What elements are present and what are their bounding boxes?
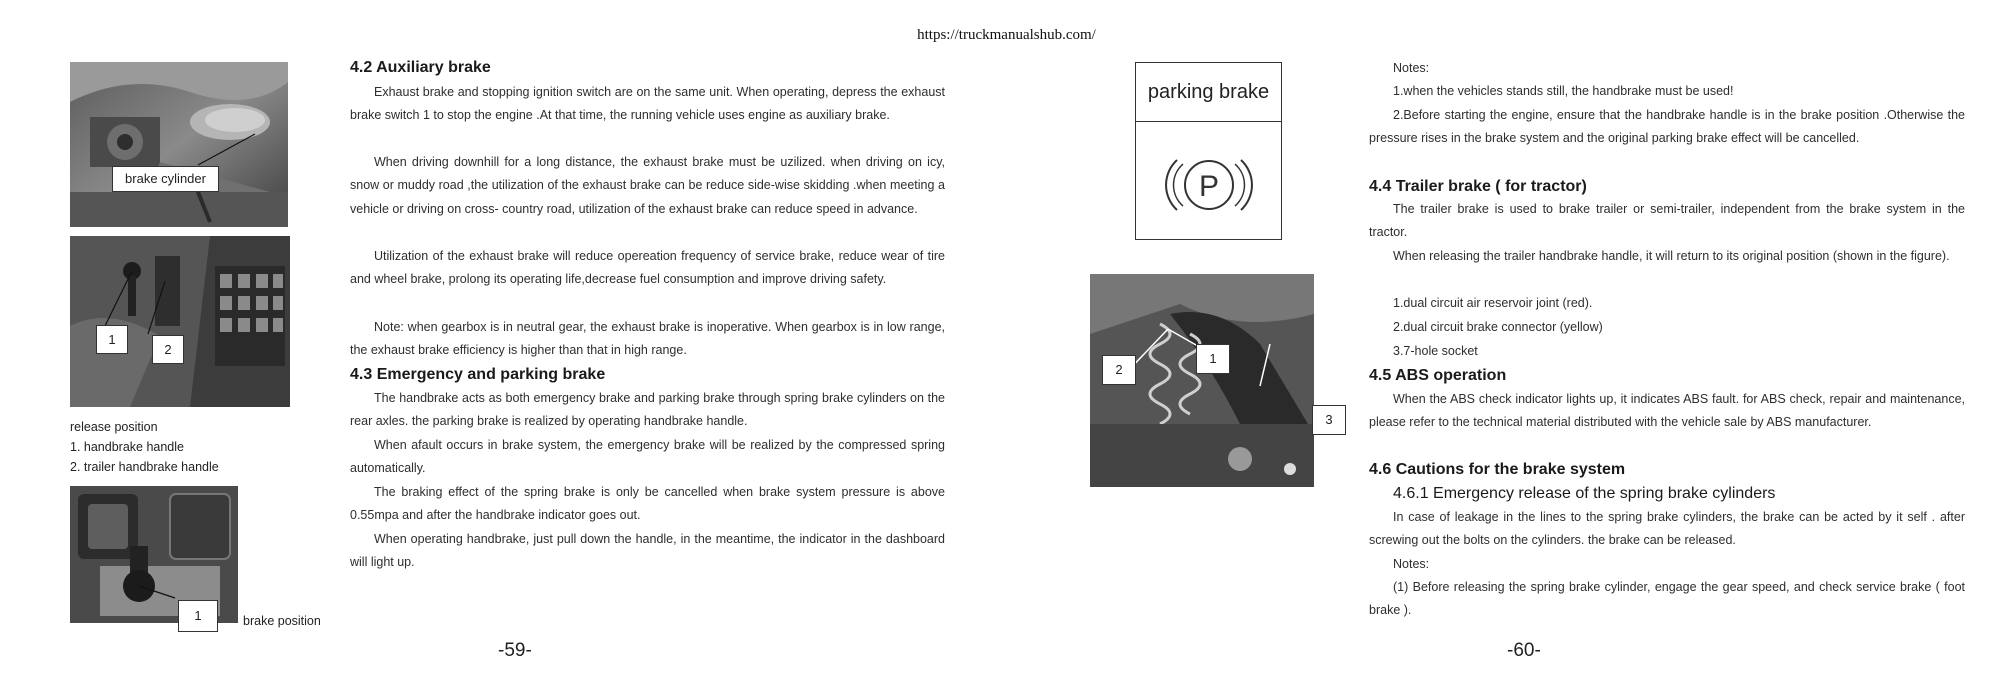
page-number-right: -60- [1507,640,1541,661]
section-4-3-title: 4.3 Emergency and parking brake [350,366,606,383]
note-item: 1.when the vehicles stands still, the handbrake must be used! [1393,84,1734,98]
section-4-2-paragraph: When driving downhill for a long distance, the exhaust brake must be uzilized. when driving on icy, snow or muddy road ,the utilization of the exhaust brake can be reduce side-wise skidding .when meeting a vehicle or driving on cross- country road, utilization of the exhaust brake can reduce speed in advance. [350,155,945,216]
brake-cylinder-label: brake cylinder [112,166,219,192]
trailer-list-item: 1.dual circuit air reservoir joint (red). [1393,296,1593,310]
figure-caption-line-3: 2. trailer handbrake handle [70,460,219,474]
section-4-6-notes-title: Notes: [1393,557,1430,571]
section-4-5-title: 4.5 ABS operation [1369,367,1507,384]
section-4-4-paragraph: When releasing the trailer handbrake handle, it will return to its original position (shown in the figure). [1393,249,1950,263]
callout-2-brake-connector: 2 [1102,355,1136,385]
parking-brake-box [1135,62,1282,240]
brake-cylinder-photo [70,62,288,227]
note-item: 2.Before starting the engine, ensure that the handbrake handle is in the brake position .Otherwise the pressure rises in the brake system and the original parking brake effect will be cancelled. [1369,108,1965,146]
handbrake-handles-photo [70,236,290,407]
section-4-4-paragraph: The trailer brake is used to brake trailer or semi-trailer, independent from the brake system in the tractor. [1369,202,1965,240]
callout-3-7-hole-socket: 3 [1312,405,1346,435]
section-4-3-paragraph: When operating handbrake, just pull down the handle, in the meantime, the indicator in the dashboard will light up. [350,532,945,570]
trailer-list-item: 3.7-hole socket [1393,344,1478,358]
section-4-3-paragraph: The braking effect of the spring brake is only be cancelled when brake system pressure is above 0.55mpa and after the handbrake indicator goes out. [350,485,945,523]
figure-caption-line-2: 1. handbrake handle [70,440,184,454]
section-4-6-title: 4.6 Cautions for the brake system [1369,461,1626,478]
section-4-2-title: 4.2 Auxiliary brake [350,59,491,76]
svg-text:P: P [1198,170,1219,203]
section-4-5-paragraph: When the ABS check indicator lights up, it indicates ABS fault. for ABS check, repair and maintenance, please refer to the technical material distributed with the vehicle sale by ABS manufacturer. [1369,392,1965,430]
callout-1-brake-position: 1 [178,600,218,632]
header-url[interactable]: https://truckmanualshub.com/ [917,27,1096,43]
section-4-6-paragraph: In case of leakage in the lines to the spring brake cylinders, the brake can be acted by it self . after screwing out the bolts on the cylinders. the brake can be released. [1369,510,1965,548]
callout-1-handbrake: 1 [96,325,128,354]
section-4-6-1-subtitle: 4.6.1 Emergency release of the spring brake cylinders [1393,485,1776,502]
figure-caption-line-1: release position [70,420,158,434]
section-4-2-paragraph: Note: when gearbox is in neutral gear, the exhaust brake is inoperative. When gearbox is in low range, the exhaust brake efficiency is higher than that in high range. [350,320,945,358]
section-4-4-title: 4.4 Trailer brake ( for tractor) [1369,178,1587,195]
callout-1-air-reservoir-joint: 1 [1196,344,1230,374]
section-4-2-paragraph: Utilization of the exhaust brake will reduce opereation frequency of service brake, reduce wear of tire and wheel brake, prolong its operating life,decrease fuel consumption and improve driving safety. [350,249,945,287]
parking-brake-indicator-icon [1136,122,1281,220]
callout-2-trailer-handbrake: 2 [152,335,184,364]
section-4-6-note: (1) Before releasing the spring brake cylinder, engage the gear speed, and check service brake ( foot brake ). [1369,580,1965,618]
page-number-left: -59- [498,640,532,661]
parking-brake-box-label: parking brake [1136,63,1281,122]
notes-title: Notes: [1393,61,1430,75]
section-4-3-paragraph: The handbrake acts as both emergency brake and parking brake through spring brake cylinders on the rear axles. the parking brake is realized by operating handbrake handle. [350,391,945,429]
brake-position-caption: brake position [243,614,321,628]
section-4-2-paragraph: Exhaust brake and stopping ignition switch are on the same unit. When operating, depress the exhaust brake switch 1 to stop the engine .At that time, the running vehicle uses engine as auxiliary brake. [350,85,945,123]
trailer-list-item: 2.dual circuit brake connector (yellow) [1393,320,1603,334]
section-4-3-paragraph: When afault occurs in brake system, the emergency brake will be realized by the compressed spring automatically. [350,438,945,476]
